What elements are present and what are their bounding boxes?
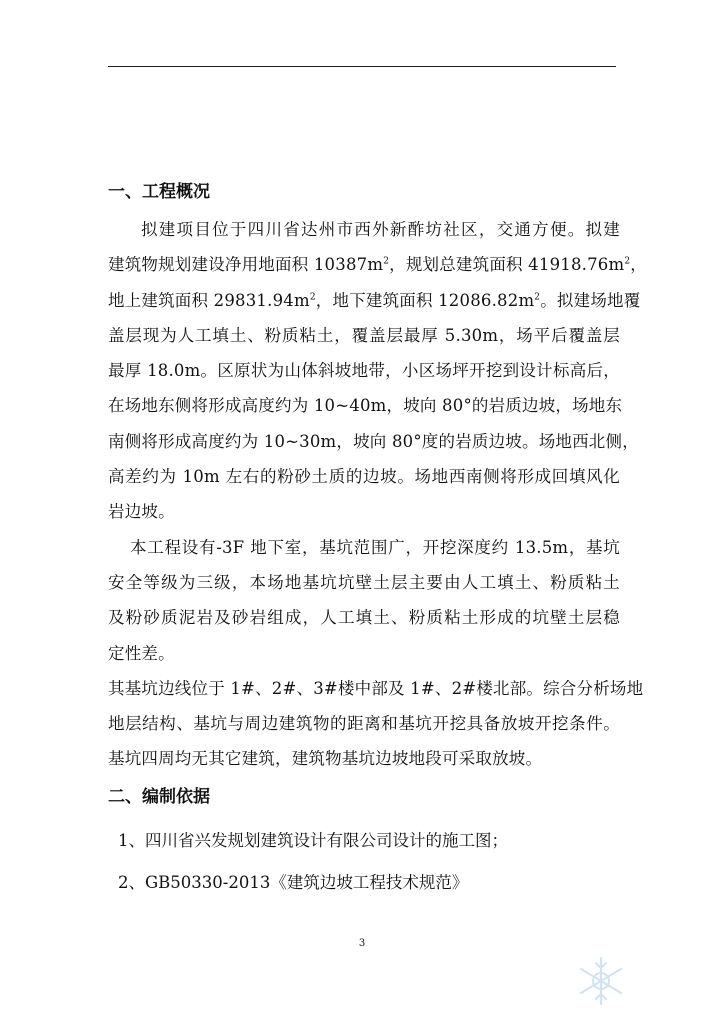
text-line: 建筑物规划建设净用地面积 $10387m^2$，规划总建筑面积 $41918.76m^2$， bbox=[108, 255, 647, 275]
text-line: 及粉砂质泥岩及砂岩组成，人工填土、粉质粘土形成的坑壁土层稳 bbox=[108, 608, 620, 628]
text-line: 盖层现为人工填土、粉质粘土，覆盖层最厚 5.30m，场平后覆盖层 bbox=[108, 325, 620, 345]
text-line: 最厚 18.0m。区原状为山体斜坡地带，小区场坪开挖到设计标高后， bbox=[108, 361, 620, 381]
text-line: 基坑四周均无其它建筑，建筑物基坑边坡地段可采取放坡。 bbox=[108, 749, 543, 769]
text-line: 地层结构、基坑与周边建筑物的距离和基坑开挖具备放坡开挖条件。 bbox=[108, 714, 620, 734]
text-line: 岩边坡。 bbox=[108, 502, 175, 522]
snowflake-logo-icon bbox=[574, 954, 628, 1008]
text-line: 本工程设有-3F 地下室，基坑范围广，开挖深度约 13.5m，基坑 bbox=[130, 537, 620, 557]
text-line: 安全等级为三级，本场地基坑坑壁土层主要由人工填土、粉质粘土 bbox=[108, 572, 620, 592]
text-line: 定性差。 bbox=[108, 643, 175, 663]
paragraph-overview bbox=[108, 212, 647, 530]
basis-item: 2、GB50330-2013《建筑边坡工程技术规范》 bbox=[118, 872, 469, 892]
header-rule bbox=[108, 66, 616, 67]
text-line: 高差约为 10m 左右的粉砂土质的边坡。场地西南侧将形成回填风化 bbox=[108, 467, 620, 487]
basis-item: 1、四川省兴发规划建筑设计有限公司设计的施工图； bbox=[118, 830, 508, 850]
text-line: 其基坑边线位于 1#、2#、3#楼中部及 1#、2#楼北部。综合分析场地 bbox=[108, 678, 644, 698]
section-title-overview: 一、工程概况 bbox=[108, 182, 210, 202]
document-body bbox=[108, 172, 647, 901]
paragraph-analysis bbox=[108, 671, 644, 777]
text-line: 南侧将形成高度约为 10~30m，坡向 80°度的岩质边坡。场地西北侧， bbox=[108, 431, 639, 451]
text-line: 在场地东侧将形成高度约为 10~40m，坡向 80°的岩质边坡，场地东 bbox=[108, 396, 623, 416]
text-line: 地上建筑面积 $29831.94m^2$，地下建筑面积 $12086.82m^2$。拟建场地覆 bbox=[108, 290, 641, 310]
paragraph-pit bbox=[108, 530, 620, 671]
page-number: 3 bbox=[358, 938, 366, 949]
section-title-basis: 二、编制依据 bbox=[108, 786, 210, 807]
text-line: 拟建项目位于四川省达州市西外新酢坊社区，交通方便。拟建 bbox=[141, 220, 620, 239]
